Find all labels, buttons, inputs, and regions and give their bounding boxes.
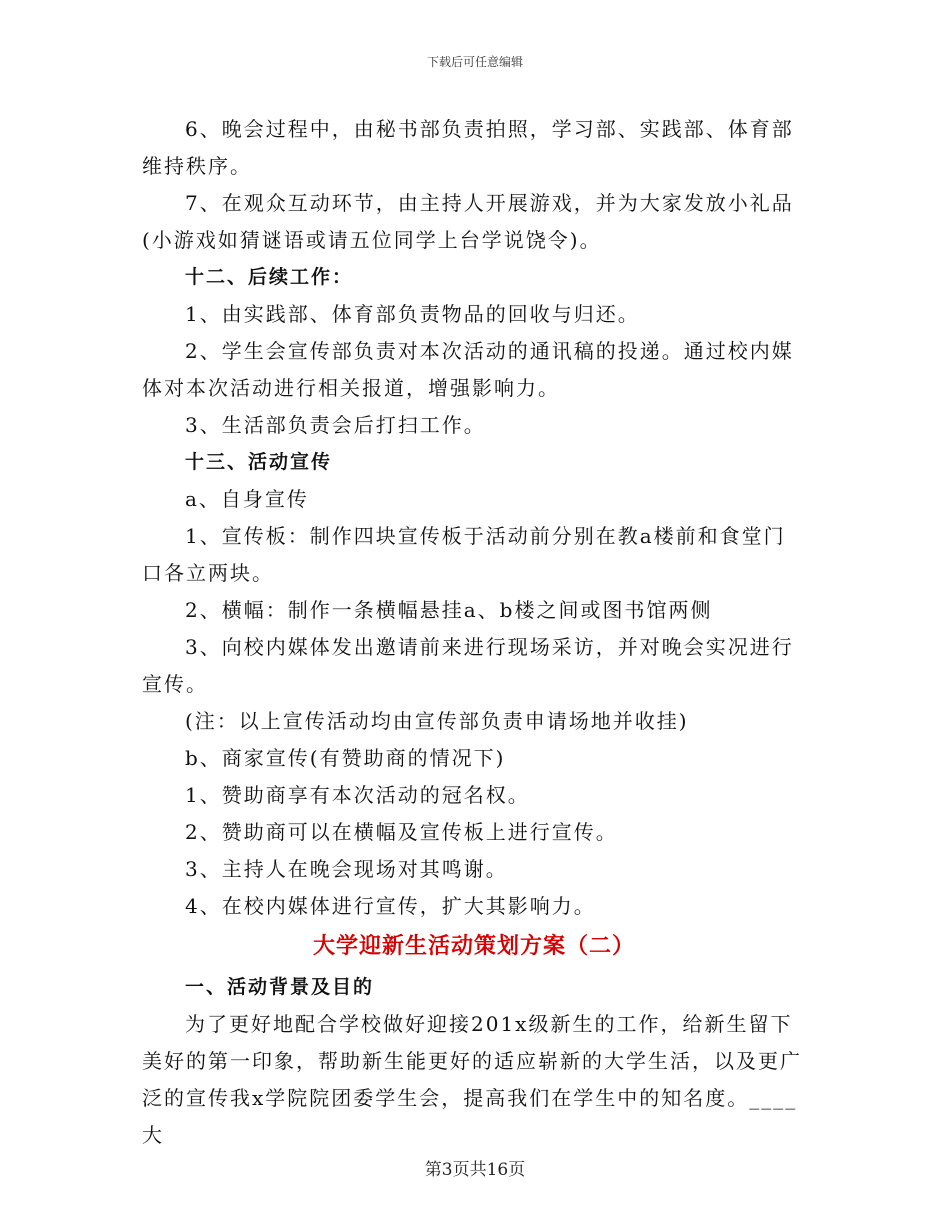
paragraph: 3、向校内媒体发出邀请前来进行现场采访，并对晚会实况进行宣传。 xyxy=(142,635,794,696)
paragraph: 3、主持人在晚会现场对其鸣谢。 xyxy=(185,857,508,881)
paragraph: 2、横幅：制作一条横幅悬挂a、b楼之间或图书馆两侧 xyxy=(185,598,713,622)
paragraph: a、自身宣传 xyxy=(185,487,309,511)
paragraph: 2、学生会宣传部负责对本次活动的通讯稿的投递。通过校内媒体对本次活动进行相关报道，增强影响力。 xyxy=(142,339,794,400)
paragraph: 1、宣传板：制作四块宣传板于活动前分别在教a楼前和食堂门口各立两块。 xyxy=(142,524,786,585)
paragraph: 4、在校内媒体进行宣传，扩大其影响力。 xyxy=(185,894,596,918)
paragraph: 7、在观众互动环节，由主持人开展游戏，并为大家发放小礼品(小游戏如猜谜语或请五位同学上台学说饶令)。 xyxy=(142,191,794,252)
paragraph: 2、赞助商可以在横幅及宣传板上进行宣传。 xyxy=(185,820,618,844)
paragraph: 3、生活部负责会后打扫工作。 xyxy=(185,413,486,437)
document-title: 大学迎新生活动策划方案（二） xyxy=(312,934,635,959)
paragraph: b、商家宣传(有赞助商的情况下) xyxy=(185,746,506,770)
paragraph: 1、由实践部、体育部负责物品的回收与归还。 xyxy=(185,302,640,326)
paragraph: 1、赞助商享有本次活动的冠名权。 xyxy=(185,783,530,807)
section-heading: 十三、活动宣传 xyxy=(185,451,333,473)
document-body xyxy=(142,111,806,1154)
page-footer: 第3页共16页 xyxy=(424,1160,526,1180)
paragraph: (注：以上宣传活动均由宣传部负责申请场地并收挂) xyxy=(185,709,689,733)
paragraph: 为了更好地配合学校做好迎接201x级新生的工作，给新生留下美好的第一印象，帮助新生能更好的适应崭新的大学生活，以及更广泛的宣传我x学院院团委学生会，提高我们在学生中的知名度。____大 xyxy=(142,1012,802,1147)
paragraph: 6、晚会过程中，由秘书部负责拍照，学习部、实践部、体育部维持秩序。 xyxy=(142,117,794,178)
section-heading: 十二、后续工作： xyxy=(185,266,354,288)
page-header: 下载后可任意编辑 xyxy=(426,55,523,69)
section-heading: 一、活动背景及目的 xyxy=(185,976,375,998)
